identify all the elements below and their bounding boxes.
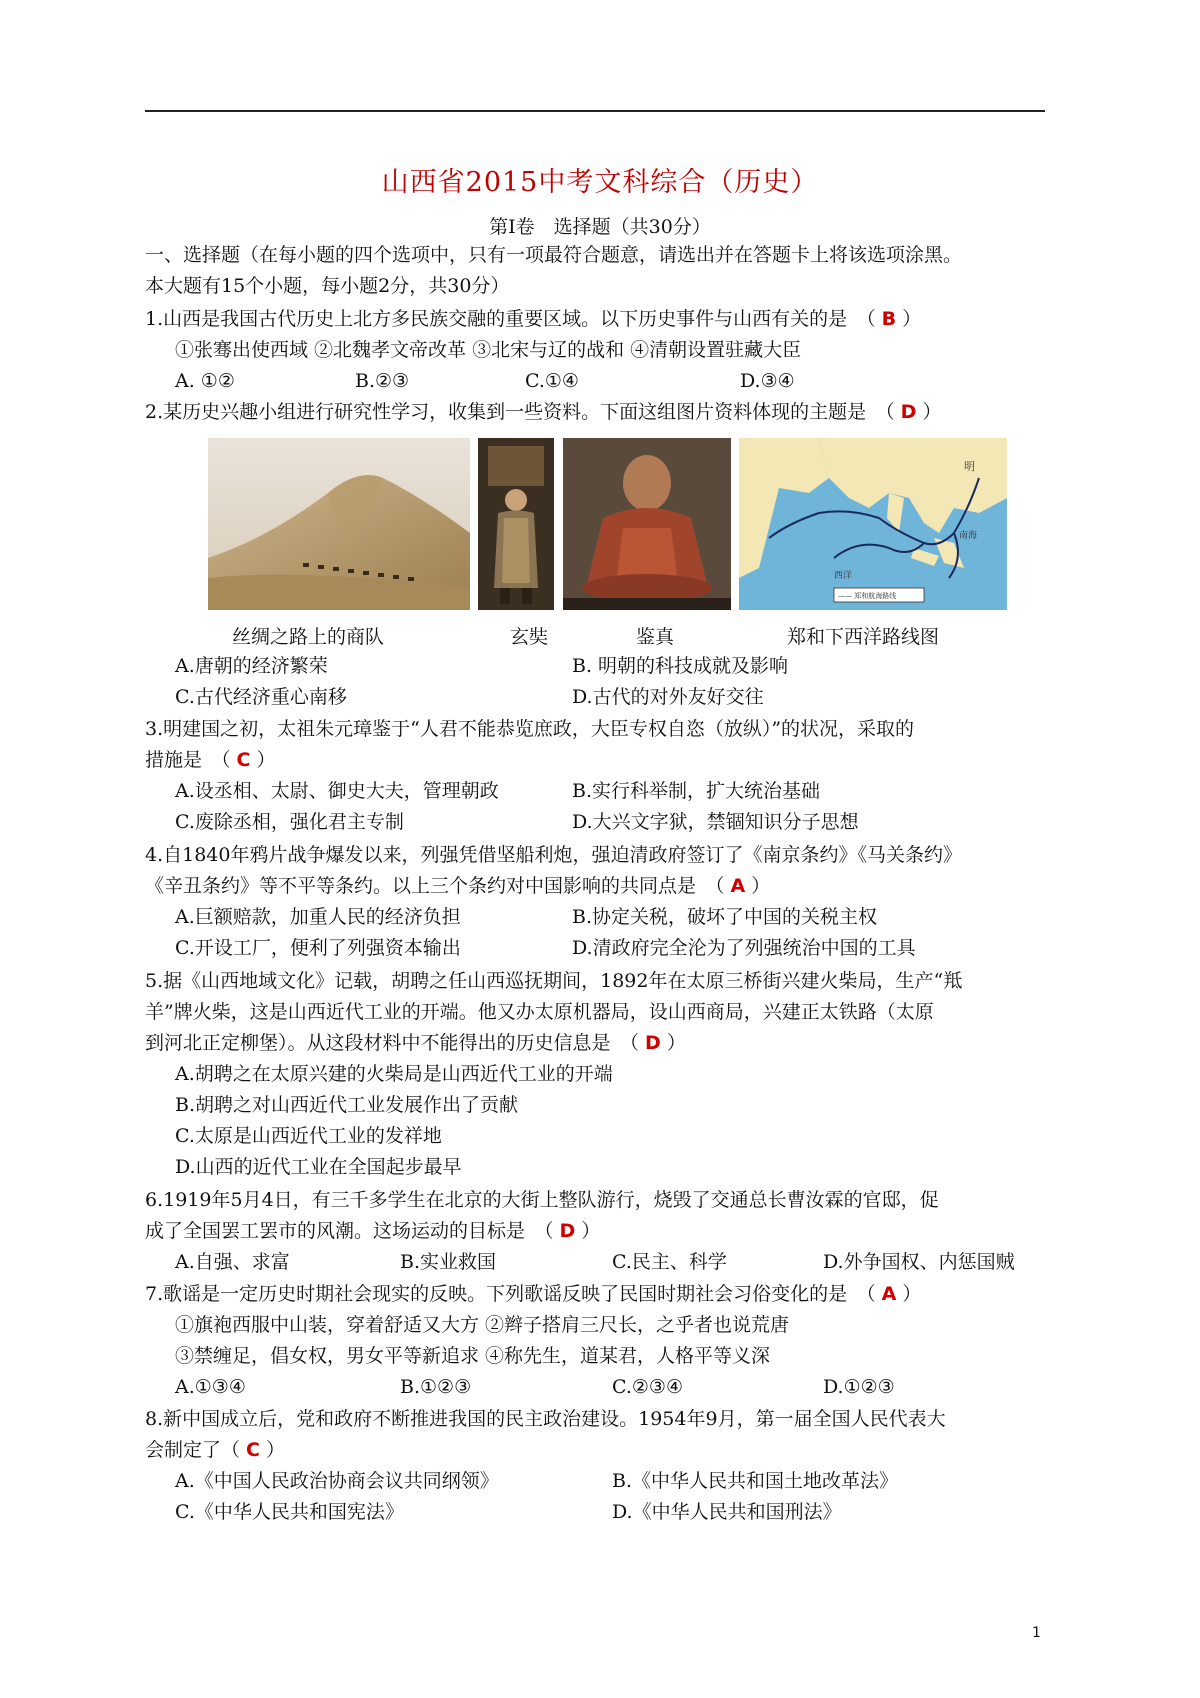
question-5-option-c: C.太原是山西近代工业的发祥地 bbox=[175, 1125, 442, 1147]
question-4-stem-line-2: 《辛丑条约》等不平等条约。以上三个条约对中国影响的共同点是 （ A ） bbox=[145, 875, 771, 897]
answer-letter: D bbox=[645, 1032, 661, 1054]
answer-letter: C bbox=[236, 749, 251, 771]
question-2-option-d: D.古代的对外友好交往 bbox=[572, 686, 764, 708]
question-2-option-b: B. 明朝的科技成就及影响 bbox=[572, 655, 789, 677]
question-4-option-a: A.巨额赔款，加重人民的经济负担 bbox=[175, 906, 461, 928]
question-6-stem-line-1: 6.1919年5月4日，有三千多学生在北京的大街上整队游行，烧毁了交通总长曹汝霖的官邸，促 bbox=[145, 1189, 939, 1211]
instructions-line-1: 一、选择题（在每小题的四个选项中，只有一项最符合题意，请选出并在答题卡上将该选项涂黑。 bbox=[145, 244, 963, 266]
question-5-option-a: A.胡聘之在太原兴建的火柴局是山西近代工业的开端 bbox=[175, 1063, 613, 1085]
question-1-option-c: C.①④ bbox=[525, 370, 579, 392]
question-7-items-line-1: ①旗袍西服中山装，穿着舒适又大方 ②辫子搭肩三尺长，之乎者也说荒唐 bbox=[175, 1314, 790, 1336]
question-4-option-b: B.协定关税，破坏了中国的关税主权 bbox=[572, 906, 878, 928]
question-5-stem-line-1: 5.据《山西地域文化》记载，胡聘之任山西巡抚期间，1892年在太原三桥街兴建火柴局，生产“羝 bbox=[145, 970, 963, 992]
caption-xuanzang: 玄奘 bbox=[510, 626, 549, 648]
question-4-stem-line-1: 4.自1840年鸦片战争爆发以来，列强凭借坚船利炮，强迫清政府签订了《南京条约》《马关条约》 bbox=[145, 844, 962, 866]
question-3-stem-line-2: 措施是 （ C ） bbox=[145, 749, 276, 771]
question-8-option-d: D.《中华人民共和国刑法》 bbox=[612, 1501, 842, 1523]
silk-road-caravan-image bbox=[208, 438, 470, 610]
answer-letter: B bbox=[881, 308, 897, 330]
question-1-option-b: B.②③ bbox=[355, 370, 410, 392]
question-5-option-d: D.山西的近代工业在全国起步最早 bbox=[175, 1156, 462, 1178]
question-6-stem-line-2: 成了全国罢工罢市的风潮。这场运动的目标是 （ D ） bbox=[145, 1220, 601, 1242]
question-3-option-b: B.实行科举制，扩大统治基础 bbox=[572, 780, 821, 802]
question-8-option-b: B.《中华人民共和国土地改革法》 bbox=[612, 1470, 899, 1492]
question-3-option-a: A.设丞相、太尉、御史大夫，管理朝政 bbox=[175, 780, 499, 802]
question-6-option-c: C.民主、科学 bbox=[612, 1251, 727, 1273]
caption-silk-road: 丝绸之路上的商队 bbox=[232, 626, 385, 648]
question-8-option-c: C.《中华人民共和国宪法》 bbox=[175, 1501, 404, 1523]
header-rule bbox=[145, 110, 1045, 112]
question-1-option-d: D.③④ bbox=[740, 370, 795, 392]
question-4-option-d: D.清政府完全沦为了列强统治中国的工具 bbox=[572, 937, 916, 959]
page-number: 1 bbox=[1032, 1625, 1041, 1641]
question-8-option-a: A.《中国人民政治协商会议共同纲领》 bbox=[175, 1470, 499, 1492]
caption-zheng-he-map: 郑和下西洋路线图 bbox=[787, 626, 940, 648]
xuanzang-image bbox=[478, 438, 554, 610]
question-1-stem: 1.山西是我国古代历史上北方多民族交融的重要区域。以下历史事件与山西有关的是 （ B ） bbox=[145, 308, 922, 330]
question-2-option-a: A.唐朝的经济繁荣 bbox=[175, 655, 328, 677]
question-7-items-line-2: ③禁缠足，倡女权，男女平等新追求 ④称先生，道某君，人格平等义深 bbox=[175, 1345, 771, 1367]
question-6-option-b: B.实业救国 bbox=[400, 1251, 497, 1273]
question-7-option-d: D.①②③ bbox=[823, 1376, 895, 1398]
question-1-items: ①张骞出使西域 ②北魏孝文帝改革 ③北宋与辽的战和 ④清朝设置驻藏大臣 bbox=[175, 339, 802, 361]
jianzhen-image bbox=[563, 438, 731, 610]
instructions-line-2: 本大题有15个小题，每小题2分，共30分） bbox=[145, 275, 510, 297]
question-3-option-c: C.废除丞相，强化君主专制 bbox=[175, 811, 404, 833]
question-5-stem-line-3: 到河北正定柳堡）。从这段材料中不能得出的历史信息是 （ D ） bbox=[145, 1032, 686, 1054]
question-2-option-c: C.古代经济重心南移 bbox=[175, 686, 347, 708]
answer-letter: D bbox=[559, 1220, 576, 1242]
page-title: 山西省2015中考文科综合（历史） bbox=[381, 167, 819, 198]
question-2-stem: 2.某历史兴趣小组进行研究性学习，收集到一些资料。下面这组图片资料体现的主题是 （ D ） bbox=[145, 401, 942, 423]
answer-letter: A bbox=[730, 875, 746, 897]
answer-letter: C bbox=[246, 1439, 260, 1461]
zheng-he-voyage-map bbox=[739, 438, 1007, 610]
caption-jianzhen: 鉴真 bbox=[636, 626, 675, 648]
question-1-option-a: A. ①② bbox=[175, 370, 235, 392]
question-7-option-a: A.①③④ bbox=[175, 1376, 246, 1398]
map-label-south-sea: 南海 bbox=[959, 531, 978, 541]
map-label-western-ocean: 西洋 bbox=[834, 571, 853, 581]
question-8-stem-line-1: 8.新中国成立后，党和政府不断推进我国的民主政治建设。1954年9月，第一届全国人民代表大 bbox=[145, 1408, 946, 1430]
question-7-option-b: B.①②③ bbox=[400, 1376, 472, 1398]
question-5-stem-line-2: 羊”牌火柴，这是山西近代工业的开端。他又办太原机器局，设山西商局，兴建正太铁路（太原 bbox=[145, 1001, 934, 1023]
question-3-option-d: D.大兴文字狱，禁锢知识分子思想 bbox=[572, 811, 859, 833]
question-6-option-d: D.外争国权、内惩国贼 bbox=[823, 1251, 1015, 1273]
question-7-option-c: C.②③④ bbox=[612, 1376, 683, 1398]
question-5-option-b: B.胡聘之对山西近代工业发展作出了贡献 bbox=[175, 1094, 519, 1116]
section-heading: 第Ⅰ卷 选择题（共30分） bbox=[489, 216, 711, 238]
answer-letter: D bbox=[900, 401, 917, 423]
question-3-stem-line-1: 3.明建国之初，太祖朱元璋鉴于“人君不能恭览庶政，大臣专权自恣（放纵）”的状况，采取的 bbox=[145, 718, 915, 740]
question-7-stem: 7.歌谣是一定历史时期社会现实的反映。下列歌谣反映了民国时期社会习俗变化的是 （ A ） bbox=[145, 1283, 922, 1305]
map-label-ming: 明 bbox=[964, 460, 975, 473]
question-4-option-c: C.开设工厂，便利了列强资本输出 bbox=[175, 937, 461, 959]
question-6-option-a: A.自强、求富 bbox=[175, 1251, 290, 1273]
answer-letter: A bbox=[881, 1283, 897, 1305]
question-8-stem-line-2: 会制定了（ C ） bbox=[145, 1439, 286, 1461]
map-legend: —— 郑和航海路线 bbox=[838, 592, 897, 600]
